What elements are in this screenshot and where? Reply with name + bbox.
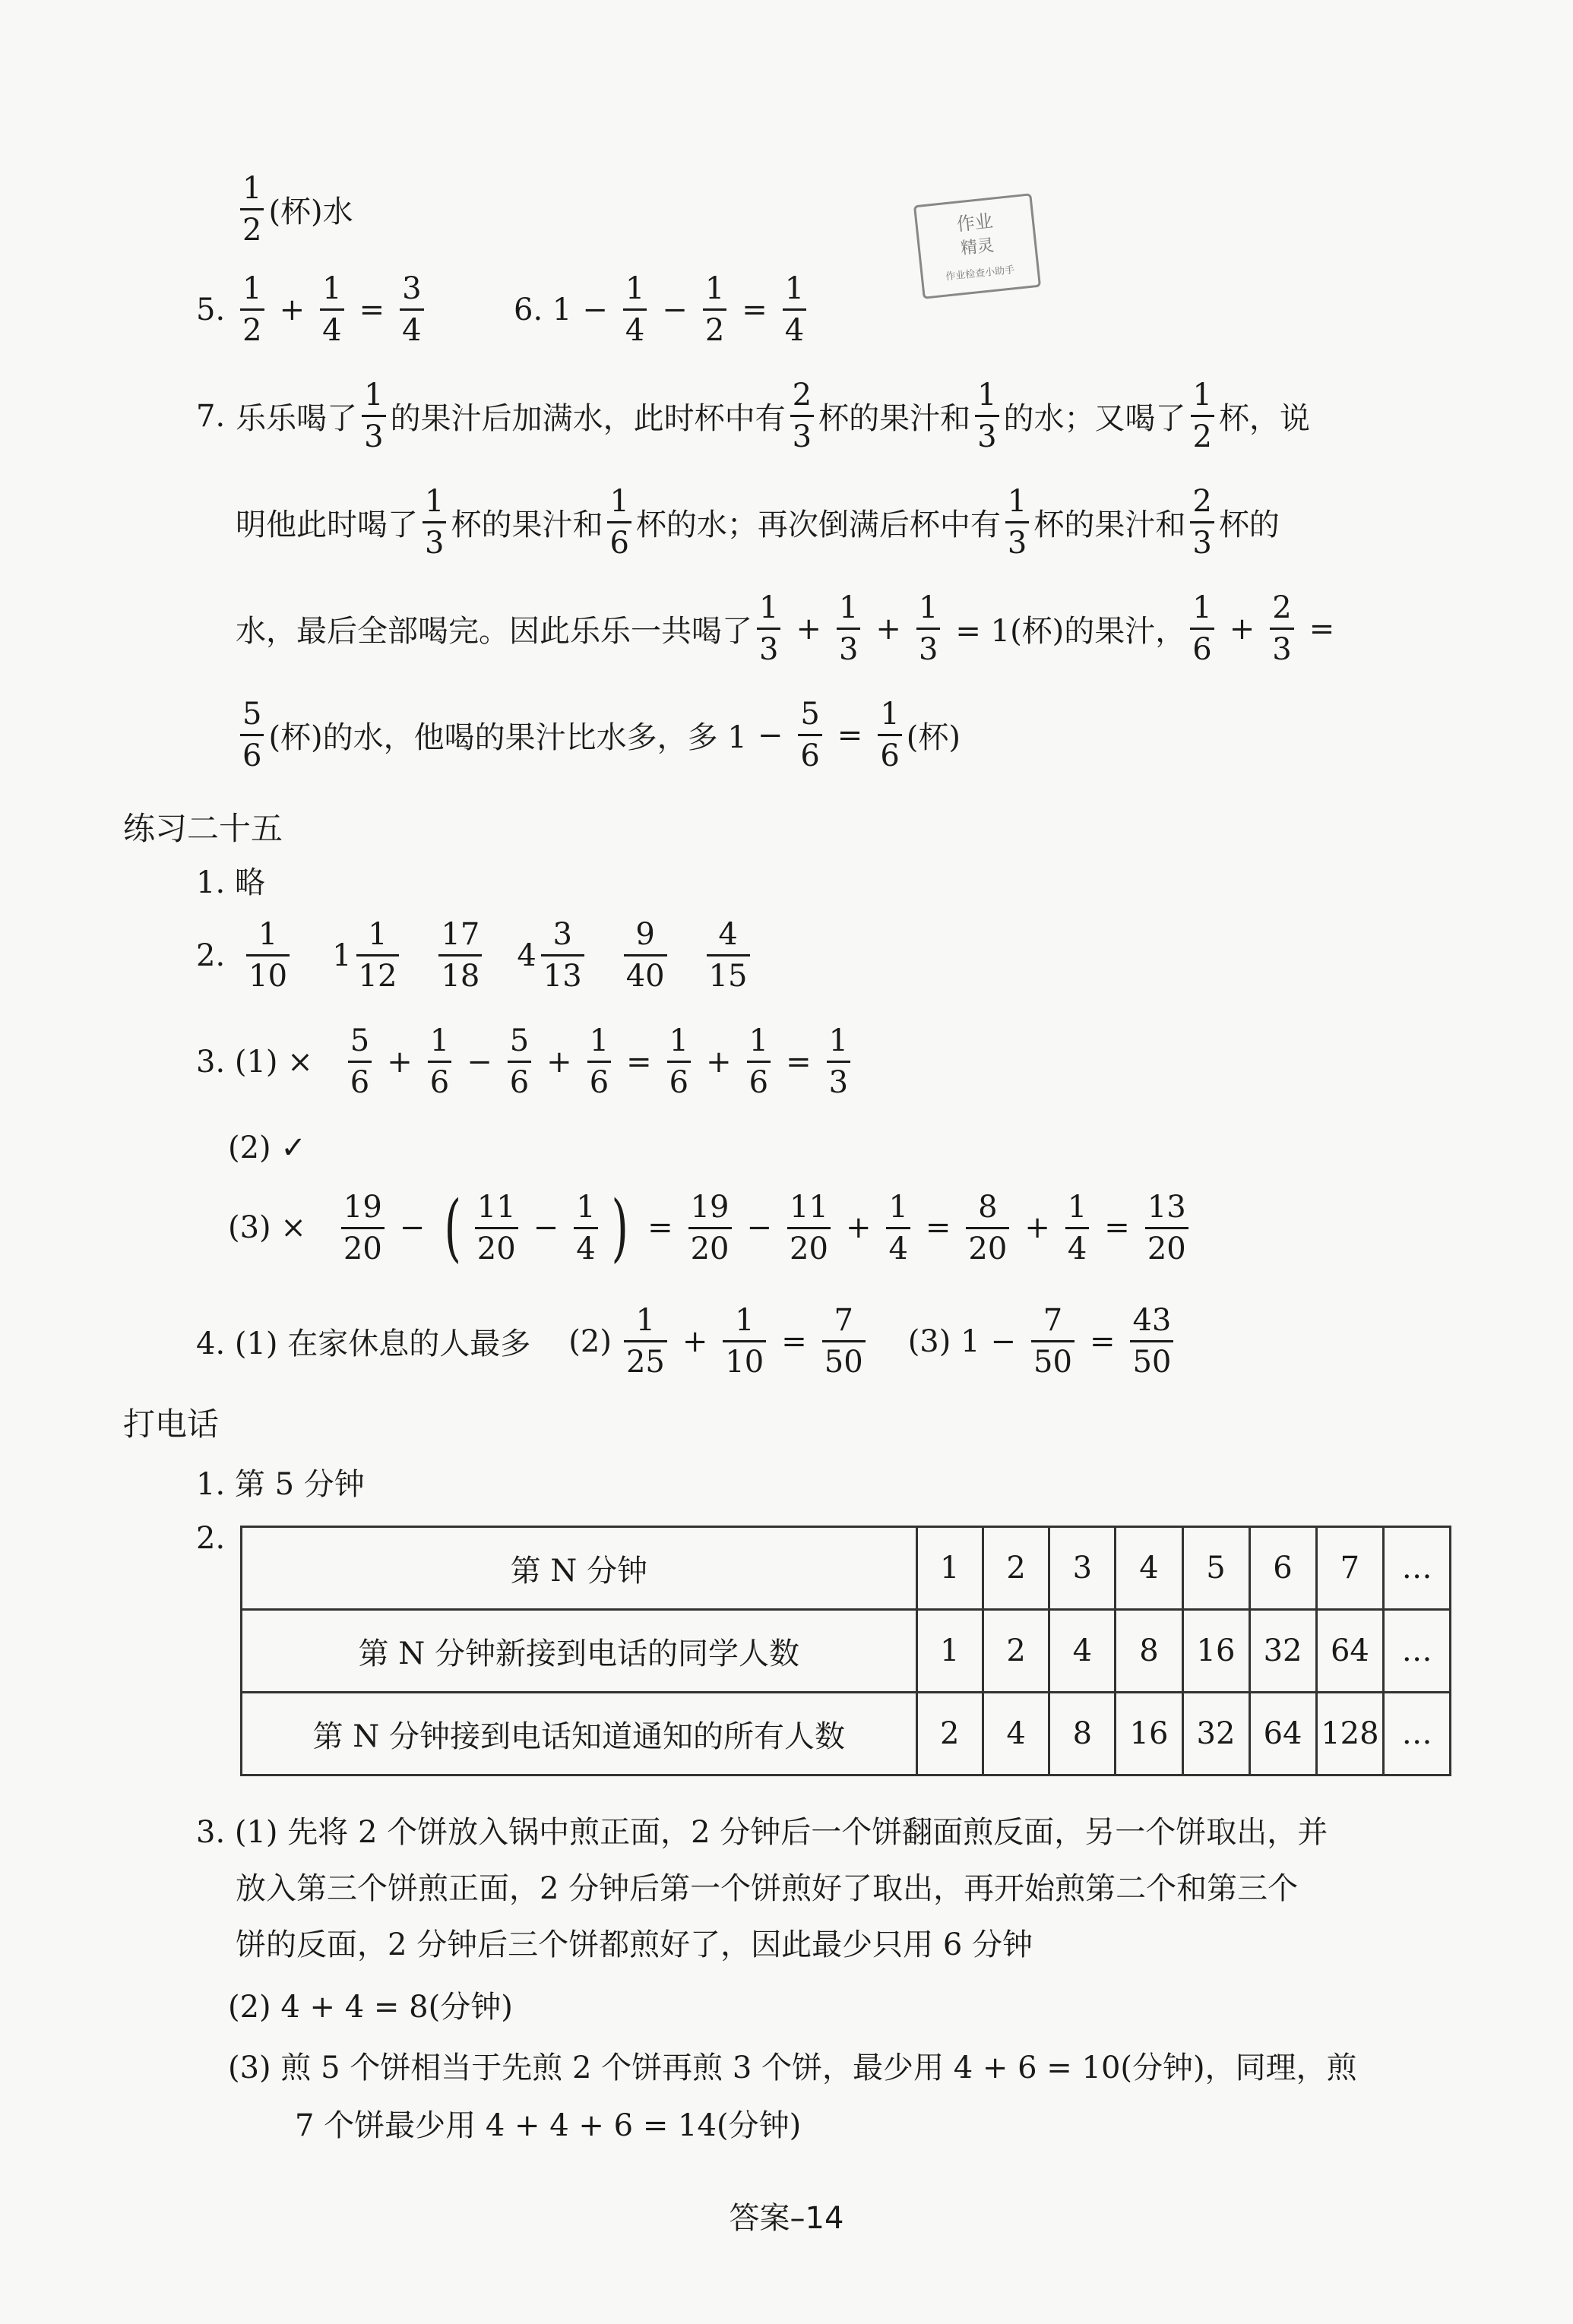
answer-q6: 6. 1 − $\frac{1}{4}$ − $\frac{1}{2}$ = $\frac{1}{4}$ <box>514 274 811 346</box>
call-q2-number: 2. <box>196 1521 226 1556</box>
section-title-exercise-25: 练习二十五 <box>123 810 283 847</box>
ex25-q3-2: (2) ✓ <box>228 1130 306 1165</box>
section-title-phone: 打电话 <box>123 1405 220 1443</box>
call-q3-line5: (3) 煎 5 个饼相当于先煎 2 个饼再煎 3 个饼，最少用 4 + 6 = 10(分钟)，同理，煎 <box>228 2050 1357 2085</box>
call-q1: 1. 第 5 分钟 <box>196 1467 365 1502</box>
homework-stamp <box>913 193 1041 299</box>
text: (杯)水 <box>268 194 353 229</box>
call-q3-line4: (2) 4 + 4 = 8(分钟) <box>228 1990 513 2025</box>
ex25-q2: 2. $\frac{1}{10}$ 1 $\frac{1}{12}$ $\frac{17}{18}$ 4 $\frac{3}{13}$ $\frac{9}{40}$ $\frac{4}{15}$ <box>196 919 755 991</box>
table-row: 第 N 分钟 1 2 3 4 5 6 7 … <box>242 1527 1451 1610</box>
call-q3-line6: 7 个饼最少用 4 + 4 + 6 = 14(分钟) <box>295 2108 802 2143</box>
question-number: 6. 1 <box>514 292 572 327</box>
ex25-q3-1: 3. (1) × $\frac{5}{6}$ + $\frac{1}{6}$ − $\frac{5}{6}$ + $\frac{1}{6}$ = $\frac{1}{6}$ + $\frac{1}{6}$ = $\frac{1}{3}$ <box>196 1026 855 1098</box>
table-row: 第 N 分钟接到电话知道通知的所有人数 2 4 8 16 32 64 128 … <box>242 1693 1451 1775</box>
answer-q7-line3: 水，最后全部喝完。因此乐乐一共喝了 $\frac{1}{3}$ + $\frac{1}{3}$ + $\frac{1}{3}$ = 1(杯)的果汁， $\frac{1}{6}$ + $\frac{2}{3}$ = <box>236 590 1335 667</box>
call-q3-line3: 饼的反面，2 分钟后三个饼都煎好了，因此最少只用 6 分钟 <box>236 1927 1033 1962</box>
table-row: 第 N 分钟新接到电话的同学人数 1 2 4 8 16 32 64 … <box>242 1610 1451 1693</box>
phone-table <box>240 1526 1451 1776</box>
answer-q7-line4: $\frac{5}{6}$ (杯)的水，他喝的果汁比水多，多 1 − $\frac{5}{6}$ = $\frac{1}{6}$ (杯) <box>236 699 961 771</box>
call-q3-line2: 放入第三个饼煎正面，2 分钟后第一个饼煎好了取出，再开始煎第二个和第三个 <box>236 1871 1299 1906</box>
answer-q7-line1: 7. 乐乐喝了 $\frac{1}{3}$ 的果汁后加满水，此时杯中有 $\frac{2}{3}$ 杯的果汁和 $\frac{1}{3}$ 的水；又喝了 $\frac{1}{2}$ 杯，说 <box>196 378 1310 454</box>
ex25-q4: 4. (1) 在家休息的人最多 (2) $\frac{1}{25}$ + $\frac{1}{10}$ = $\frac{7}{50}$ (3) 1 − $\frac{7}{50}$ = $\frac{43}{50}$ <box>196 1305 1178 1377</box>
answer-line-half-cup <box>236 171 353 248</box>
ex25-q1: 1. 略 <box>196 865 265 900</box>
page-footer: 答案–14 <box>729 2201 844 2236</box>
call-q3-line1: 3. (1) 先将 2 个饼放入锅中煎正面，2 分钟后一个饼翻面煎反面，另一个饼取出，并 <box>196 1815 1328 1850</box>
question-number: 5. <box>196 292 226 327</box>
answer-q5: 5. $\frac{1}{2}$ + $\frac{1}{4}$ = $\frac{3}{4}$ <box>196 274 429 346</box>
stamp-line3: 作业检查小助手 <box>945 264 1015 283</box>
ex25-q3-3: (3) × $\frac{19}{20}$ − ( $\frac{11}{20}$ − $\frac{1}{4}$ ) = $\frac{19}{20}$ − $\frac{11}{20}$ + $\frac{1}{4}$ = $\frac{8}{20}$ + $\frac{1}{4}$ = $\frac{13}{20}$ <box>228 1191 1193 1264</box>
stamp-line1: 作业 <box>955 210 995 236</box>
fraction: $\frac{1}{2}$ <box>240 173 264 245</box>
stamp-line2: 精灵 <box>959 236 995 259</box>
answer-q7-line2: 明他此时喝了 $\frac{1}{3}$ 杯的果汁和 $\frac{1}{6}$ 杯的水；再次倒满后杯中有 $\frac{1}{3}$ 杯的果汁和 $\frac{2}{3}$ 杯的 <box>236 484 1280 561</box>
